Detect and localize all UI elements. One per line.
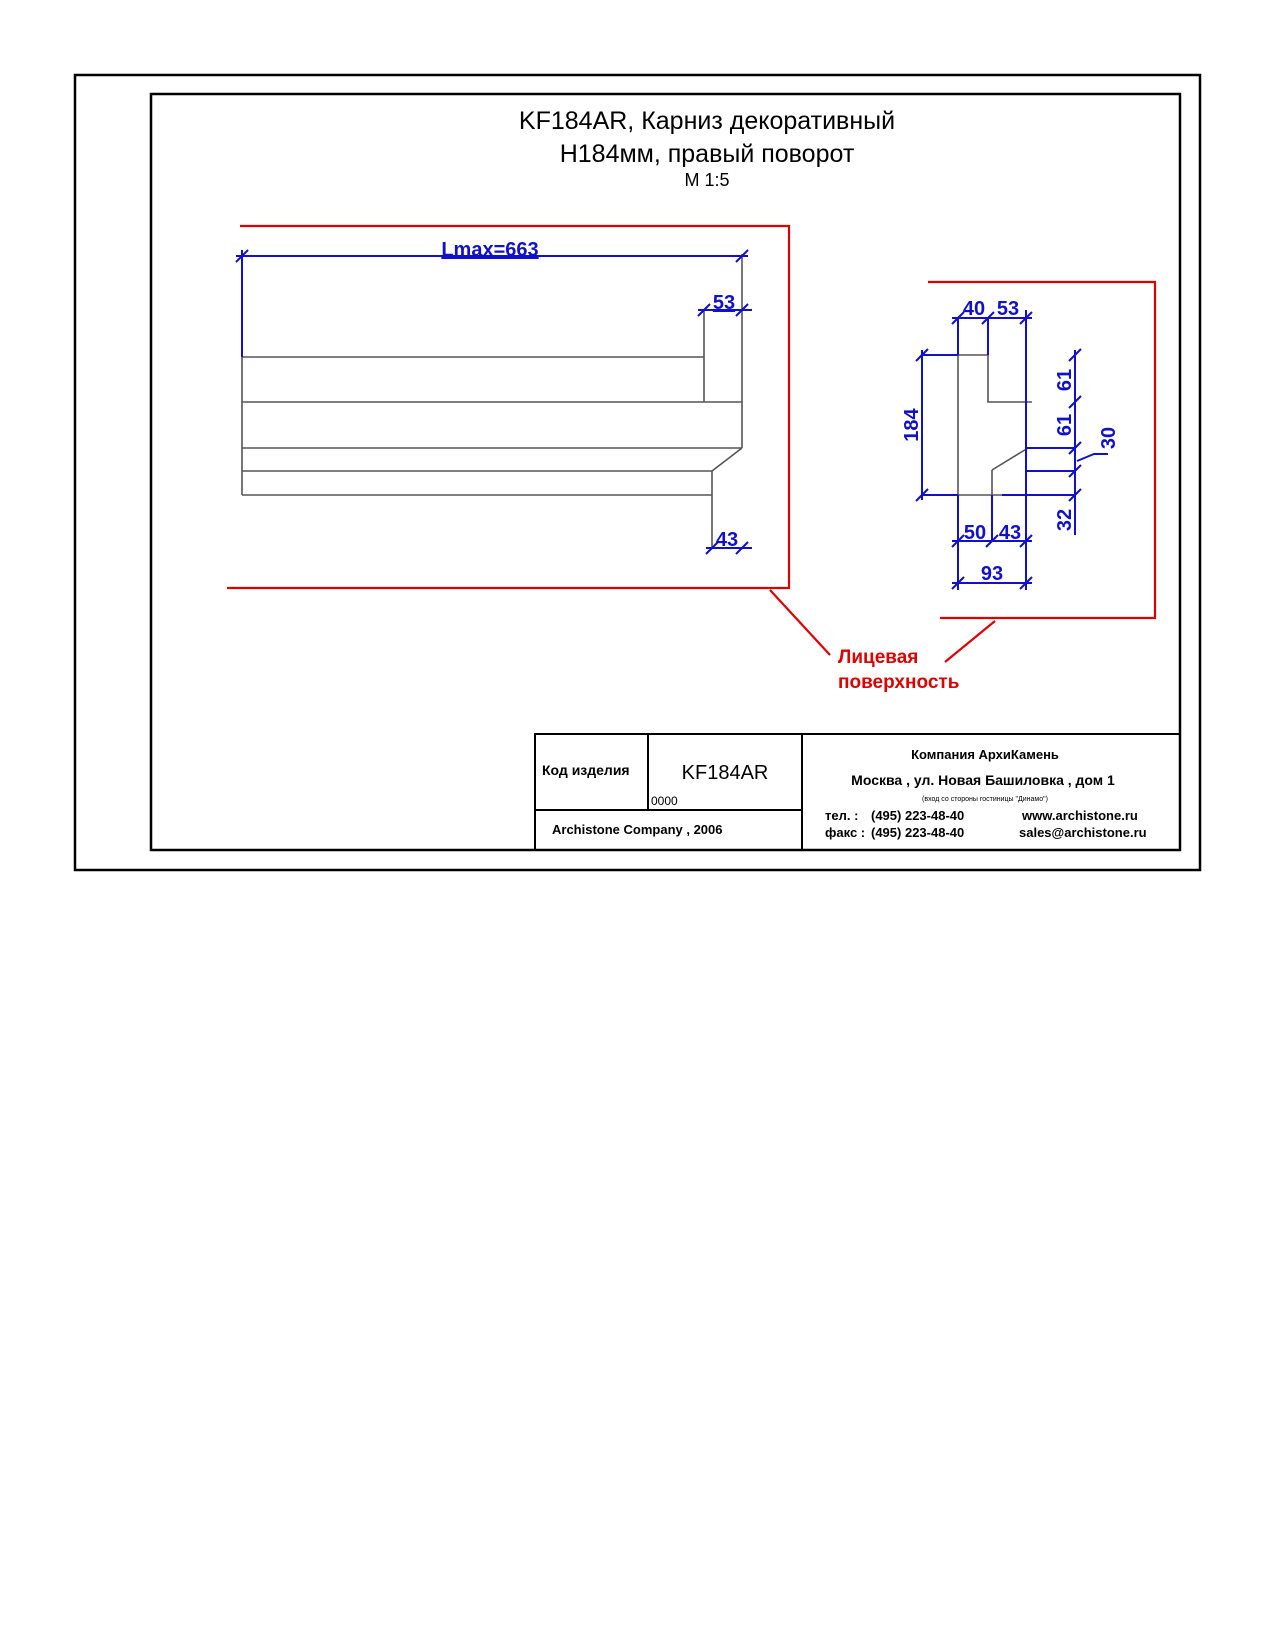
dim-profile-right-3: 32	[1054, 508, 1076, 532]
dim-profile-bottom-a: 50	[963, 522, 987, 544]
dim-profile-total: 93	[980, 563, 1004, 585]
phone-label: тел. :	[825, 808, 859, 823]
title-line-1: KF184AR, Карниз декоративный	[518, 107, 896, 135]
face-marker-left	[227, 226, 830, 655]
dim-profile-right-1: 61	[1054, 368, 1076, 392]
side-view-body	[242, 254, 742, 548]
dim-profile-angle: 30	[1098, 426, 1120, 450]
side-view	[227, 226, 830, 655]
dim-profile-bottom-b: 43	[998, 522, 1022, 544]
dim-profile-height: 184	[901, 408, 923, 442]
profile-body	[958, 355, 1032, 495]
face-surface-label-2: поверхность	[838, 672, 960, 693]
title-line-2: H184мм, правый поворот	[559, 140, 855, 168]
email-link[interactable]: sales@archistone.ru	[1019, 825, 1147, 840]
entrance-note: (вход со стороны гостиницы "Динамо")	[922, 796, 1048, 803]
dim-profile-top-a: 40	[962, 298, 986, 320]
fax-value: (495) 223-48-40	[871, 825, 965, 840]
company-name: Компания АрхиКамень	[911, 747, 1059, 762]
dim-profile-right-2: 61	[1054, 413, 1076, 437]
product-code-value: KF184AR	[681, 762, 769, 784]
face-surface-label-1: Лицевая	[838, 647, 919, 668]
copyright: Archistone Company , 2006	[552, 822, 723, 837]
dim-side-bottom-label: 43	[715, 529, 739, 551]
dim-profile-top-b: 53	[996, 298, 1020, 320]
dim-side-top-label: 53	[712, 292, 736, 314]
scale-label: М 1:5	[684, 170, 730, 190]
company-address: Москва , ул. Новая Башиловка , дом 1	[851, 772, 1115, 788]
profile-dimensions	[916, 310, 1108, 590]
website-link[interactable]: www.archistone.ru	[1022, 808, 1138, 823]
fax-label: факс :	[825, 825, 866, 840]
product-code-label: Код изделия	[542, 762, 630, 778]
sheet-counter: 0000	[651, 794, 678, 808]
title-block	[535, 734, 1180, 850]
drawing-title	[519, 107, 895, 190]
phone-value: (495) 223-48-40	[871, 808, 965, 823]
dim-length-label: Lmax=663	[441, 239, 539, 261]
profile-view	[901, 282, 1155, 662]
